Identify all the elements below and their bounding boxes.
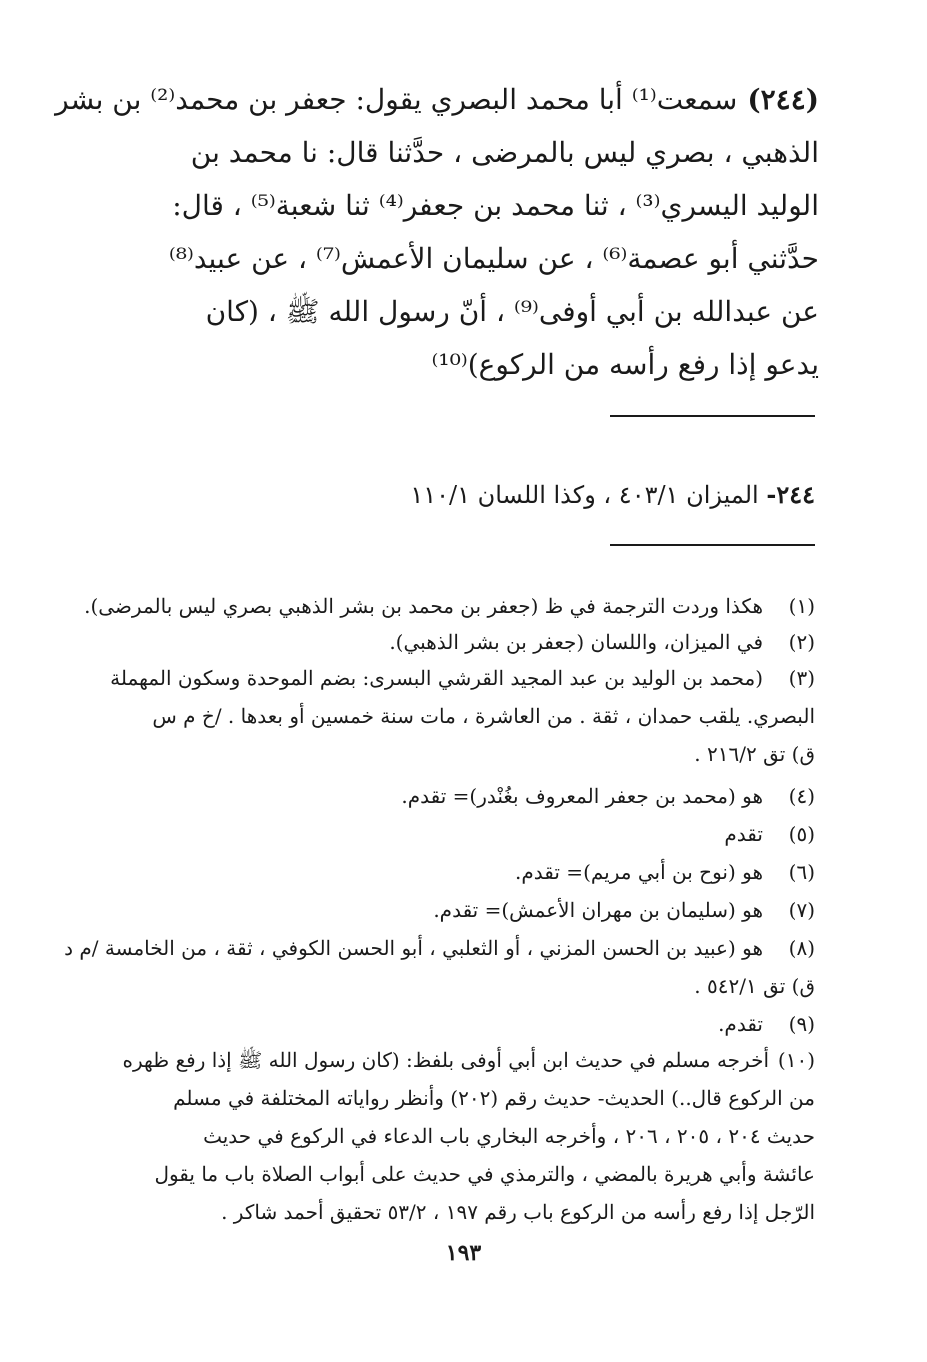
footnote-text: أخرجه مسلم في حديث ابن أبي أوفى بلفظ: (كان رسول الله ﷺ إذا رفع ظهره — [122, 1048, 769, 1072]
hadith-line: حدَّثني أبو عصمة⁽⁶⁾ ، عن سليمان الأعمش⁽⁷⁾ ، عن عبيد⁽⁸⁾ — [168, 242, 819, 275]
footnote-text: في الميزان، واللسان (جعفر بن بشر الذهبي). — [389, 630, 763, 654]
takhrij-line — [410, 477, 815, 513]
footnote-text: الرّجل إذا رفع رأسه من الركوع باب رقم ١٩٧ ، ٥٣/٢ تحقيق أحمد شاكر . — [221, 1200, 815, 1224]
footnote-number: (٢) — [788, 630, 815, 654]
footnote-text: ق) تق ٢١٦/٢ . — [694, 742, 815, 766]
footnote-text: تقدم — [724, 822, 763, 846]
footnote-text: (محمد بن الوليد بن عبد المجيد القرشي البسرى: بضم الموحدة وسكون المهملة — [110, 666, 763, 690]
footnote-number: (٨) — [788, 936, 815, 960]
footnote-text: عائشة وأبي هريرة بالمضي ، والترمذي في حديث على أبواب الصلاة باب ما يقول — [154, 1162, 815, 1186]
hadith-line: (٢٤٤)سمعت⁽¹⁾ أبا محمد البصري يقول: جعفر بن محمد⁽²⁾ بن بشر — [55, 83, 819, 116]
takhrij-number: ٢٤٤- — [766, 480, 815, 509]
footnote-number: (٣) — [788, 666, 815, 690]
footnote-text: ق) تق ٥٤٢/١ . — [694, 974, 815, 998]
footnote-text: هو (عبيد بن الحسن المزني ، أو الثعلبي ، أبو الحسن الكوفي ، ثقة ، من الخامسة /م د — [64, 936, 763, 960]
hadith-line: الذهبي ، بصري ليس بالمرضى ، حدَّثنا قال: نا محمد بن — [190, 136, 819, 169]
footnote-number: (٩) — [788, 1012, 815, 1036]
footnote-number: (٦) — [788, 860, 815, 884]
page-number: ١٩٣ — [445, 1240, 482, 1266]
footnote-number: (١) — [788, 594, 815, 618]
footnote-text: من الركوع قال..) الحديث- حديث رقم (٢٠٢) وأنظر رواياته المختلفة في مسلم — [173, 1086, 815, 1110]
footnote-number: (٥) — [788, 822, 815, 846]
footnote-text: هو (محمد بن جعفر المعروف بغُنْدر)= تقدم. — [401, 784, 763, 808]
hadith-line: يدعو إذا رفع رأسه من الركوع)⁽¹⁰⁾ — [431, 348, 819, 381]
separator-rule — [610, 544, 815, 546]
takhrij-text: الميزان ٤٠٣/١ ، وكذا اللسان ١١٠/١ — [410, 481, 759, 509]
footnote-text: تقدم. — [718, 1012, 763, 1036]
footnote-text: البصري. يلقب حمدان ، ثقة . من العاشرة ، مات سنة خمسين أو بعدها . /خ م س — [152, 704, 815, 728]
footnote-number: (٧) — [788, 898, 815, 922]
hadith-line: الوليد اليسري⁽³⁾ ، ثنا محمد بن جعفر⁽⁴⁾ ثنا شعبة⁽⁵⁾ ، قال: — [172, 189, 819, 222]
footnote-text: هكذا وردت الترجمة في ظ (جعفر بن محمد بن بشر الذهبي بصري ليس بالمرضى). — [84, 594, 763, 618]
footnote-text: حديث ٢٠٤ ، ٢٠٥ ، ٢٠٦ ، وأخرجه البخاري باب الدعاء في الركوع في حديث — [203, 1124, 815, 1148]
hadith-number: (٢٤٤) — [747, 83, 819, 116]
footnote-text: هو (نوح بن أبي مريم)= تقدم. — [515, 860, 763, 884]
hadith-line: عن عبدالله بن أبي أوفى⁽⁹⁾ ، أنّ رسول الله ﷺ ، (كان — [205, 295, 819, 328]
footnote-number: (٤) — [788, 784, 815, 808]
footnote-text: هو (سليمان بن مهران الأعمش)= تقدم. — [433, 898, 763, 922]
footnote-number: (١٠) — [777, 1048, 815, 1072]
separator-rule — [610, 415, 815, 417]
